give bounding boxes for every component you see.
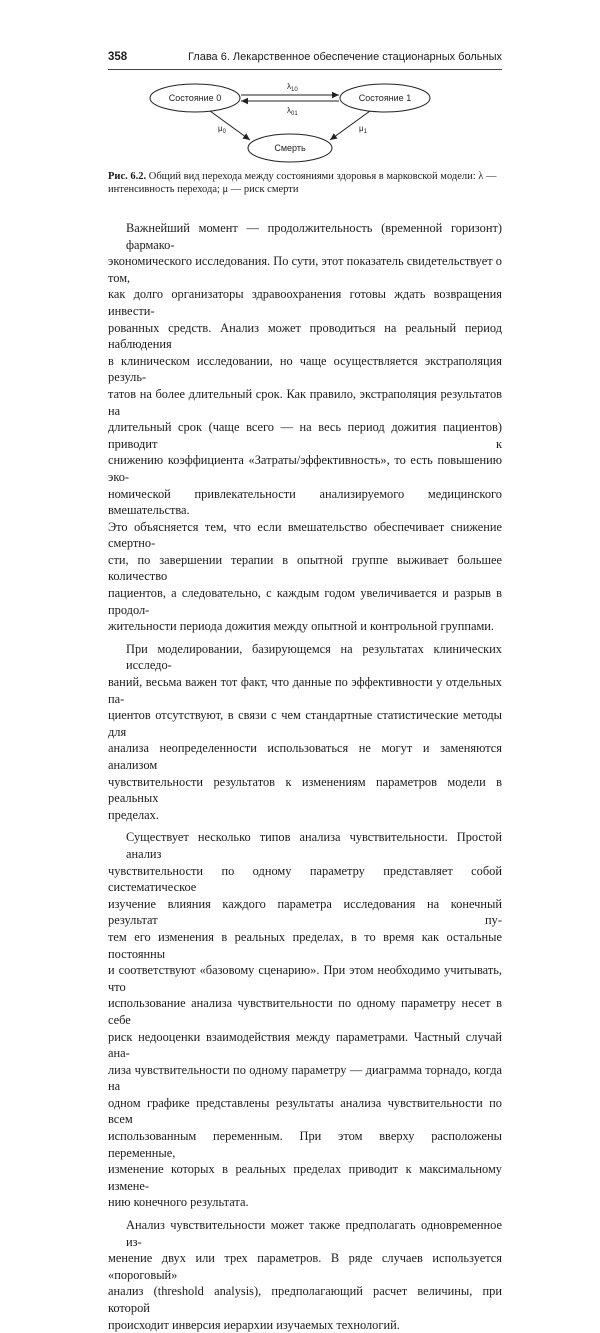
mu1-sub: 1 — [363, 129, 367, 135]
text-line: Анализ чувствительности может также предполагать одновременное из- — [126, 1218, 502, 1249]
text-line: Это объясняется тем, что если вмешательство обеспечивает снижение смертно- — [108, 519, 502, 551]
text-line: номической привлекательности анализируемого медицинского вмешательства. — [108, 486, 502, 518]
text-line: жительности периода дожития между опытной и контрольной группами. — [108, 619, 495, 634]
mu0-label — [218, 124, 227, 135]
death-label: Смерть — [274, 143, 306, 153]
paragraph — [108, 1217, 502, 1333]
text-line: чувствительности результатов к изменениям параметров модели в реальных — [108, 774, 502, 806]
lambda-forward-base: λ — [287, 82, 291, 91]
text-line: Важнейший момент — продолжительность (временной горизонт) фармако- — [126, 221, 502, 252]
mu1-label — [359, 124, 368, 135]
lambda-forward-sub: 10 — [291, 87, 298, 93]
page-header — [108, 49, 502, 69]
text-line: циентов отсутствуют, в связи с чем стандартные статистические методы для — [108, 708, 502, 739]
text-line: риск недооценки взаимодействия между параметрами. Частный случай ана- — [108, 1029, 502, 1061]
lambda-backward-label — [287, 106, 298, 117]
text-line: изменение которых в реальных пределах приводит к максимальному измене- — [108, 1162, 502, 1193]
markov-diagram-svg — [140, 74, 440, 166]
running-head: Глава 6. Лекарственное обеспечение стационарных больных — [187, 51, 502, 63]
text-line: в клиническом исследовании, но чаще осуществляется экстраполяция резуль- — [108, 353, 502, 385]
arrow-state0-to-death — [210, 111, 250, 140]
text-line: анализа неопределенности использоваться не могут и заменяются анализом — [108, 741, 502, 772]
text-line: чувствительности по одному параметру представляет собой систематическое — [108, 863, 502, 895]
text-line: рованных средств. Анализ может проводиться на реальный период наблюдения — [108, 320, 502, 352]
text-line: сти, по завершении терапии в опытной группе выживает большее количество — [108, 552, 502, 584]
mu1-base: μ — [359, 124, 364, 133]
caption-text: Общий вид перехода между состояниями здоровья в марковской модели: λ — интенсивность перехода; μ — риск смерти — [108, 171, 497, 195]
text-line: и соответствуют «базовому сценарию». При этом необходимо учитывать, что — [108, 963, 502, 994]
text-line: пределах. — [108, 807, 159, 822]
text-line: происходит инверсия иерархии изучаемых технологий. — [108, 1317, 400, 1332]
text-line: изучение влияния каждого параметра исследования на конечный результат пу- — [108, 896, 502, 928]
state1-label: Состояние 1 — [358, 93, 412, 103]
lambda-backward-base: λ — [287, 106, 291, 115]
text-line: как долго организаторы здравоохранения готовы ждать возвращения инвести- — [108, 287, 502, 318]
caption-label: Рис. 6.2. — [108, 171, 147, 182]
text-line: Существует несколько типов анализа чувствительности. Простой анализ — [126, 830, 502, 861]
figure-caption — [108, 170, 502, 196]
text-line: одном графике представлены результаты анализа чувствительности по всем — [108, 1095, 502, 1127]
body-text — [108, 220, 502, 1333]
text-line: нию конечного результата. — [108, 1195, 249, 1210]
markov-diagram — [140, 74, 440, 166]
text-line: использованным переменным. При этом вверху расположены переменные, — [108, 1129, 502, 1160]
text-line: пациентов, а следовательно, с каждым годом увеличивается и разрыв в продол- — [108, 586, 502, 617]
state0-label: Состояние 0 — [168, 93, 222, 103]
paragraph — [108, 641, 502, 824]
text-line: лиза чувствительности по одному параметру — диаграмма торнадо, когда на — [108, 1062, 502, 1094]
header-rule — [108, 69, 502, 70]
text-line: экономического исследования. По сути, этот показатель свидетельствует о том, — [108, 254, 502, 285]
mu0-sub: 0 — [222, 129, 226, 135]
paragraph — [108, 220, 502, 635]
text-line: тем его изменения в реальных пределах, в то время как остальные постоянны — [108, 929, 502, 961]
lambda-backward-sub: 01 — [291, 111, 298, 117]
text-line: длительный срок (чаще всего — на весь период дожития пациентов) приводит к — [108, 420, 502, 451]
text-line: использование анализа чувствительности по одному параметру несет в себе — [108, 996, 502, 1027]
lambda-forward-label — [287, 82, 298, 93]
mu0-base: μ — [218, 124, 223, 133]
arrow-state1-to-death — [330, 111, 370, 140]
text-line: анализ (threshold analysis), предполагающий расчет величины, при которой — [108, 1284, 502, 1315]
text-line: ваний, весьма важен тот факт, что данные по эффективности у отдельных па- — [108, 675, 502, 706]
text-line: менение двух или трех параметров. В ряде случаев используется «пороговый» — [108, 1251, 502, 1282]
page-number: 358 — [108, 51, 128, 63]
text-line: снижению коэффициента «Затраты/эффективность», то есть повышению эко- — [108, 453, 502, 484]
text-line: татов на более длительный срок. Как правило, экстраполяция результатов на — [108, 386, 502, 418]
paragraph — [108, 829, 502, 1211]
text-line: При моделировании, базирующемся на результатах клинических исследо- — [126, 641, 502, 673]
